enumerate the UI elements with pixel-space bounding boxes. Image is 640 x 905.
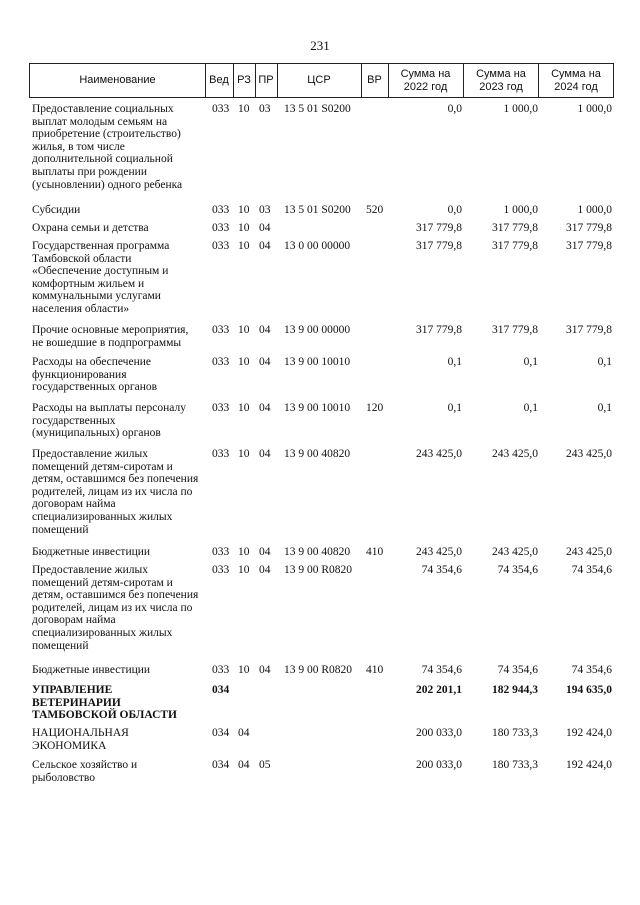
cell-rz: 10 xyxy=(238,240,250,252)
cell-rz: 10 xyxy=(238,222,250,234)
cell-name: УПРАВЛЕНИЕ ВЕТЕРИНАРИИ ТАМБОВСКОЙ ОБЛАСТИ xyxy=(32,684,178,722)
cell-s23: 74 354,6 xyxy=(497,664,538,676)
header-sum-2023: Сумма на 2023 год xyxy=(464,64,539,97)
cell-rz: 10 xyxy=(238,448,250,460)
cell-s23: 317 779,8 xyxy=(492,324,538,336)
cell-s23: 1 000,0 xyxy=(503,204,538,216)
cell-vr: 410 xyxy=(366,546,384,558)
cell-s23: 243 425,0 xyxy=(492,448,538,460)
cell-pr: 04 xyxy=(259,402,271,414)
cell-s24: 317 779,8 xyxy=(566,324,612,336)
cell-s23: 317 779,8 xyxy=(492,240,538,252)
cell-ved: 033 xyxy=(212,204,230,216)
cell-rz: 04 xyxy=(238,759,250,771)
cell-name: Охрана семьи и детства xyxy=(32,222,149,234)
table-header xyxy=(29,63,614,98)
cell-name: Предоставление социальных выплат молодым семьям на приобретение (строительство) жилья, в том числе дополнительной социальной выплаты при рождении (усыновлении) одного ребенка xyxy=(32,103,183,191)
cell-s24: 243 425,0 xyxy=(566,546,612,558)
cell-name: Предоставление жилых помещений детям-сиротам и детям, оставшимся без попечения родителей, лицам из их числа по договорам найма специализированных жилых помещений xyxy=(32,448,199,536)
cell-pr: 04 xyxy=(259,240,271,252)
cell-ved: 033 xyxy=(212,103,230,115)
cell-s23: 180 733,3 xyxy=(492,759,538,771)
cell-vr: 520 xyxy=(366,204,384,216)
cell-rz: 04 xyxy=(238,727,250,739)
cell-csr: 13 0 00 00000 xyxy=(284,240,351,252)
cell-s24: 74 354,6 xyxy=(571,564,612,576)
cell-rz: 10 xyxy=(238,564,250,576)
cell-ved: 033 xyxy=(212,356,230,368)
cell-s22: 0,0 xyxy=(447,204,462,216)
cell-ved: 033 xyxy=(212,402,230,414)
cell-s22: 74 354,6 xyxy=(421,664,462,676)
cell-s23: 182 944,3 xyxy=(492,684,538,696)
cell-s22: 317 779,8 xyxy=(416,240,462,252)
cell-rz: 10 xyxy=(238,356,250,368)
cell-ved: 033 xyxy=(212,564,230,576)
cell-csr: 13 9 00 40820 xyxy=(284,448,351,460)
cell-pr: 04 xyxy=(259,448,271,460)
cell-s24: 192 424,0 xyxy=(566,727,612,739)
cell-csr: 13 9 00 10010 xyxy=(284,356,351,368)
cell-ved: 033 xyxy=(212,324,230,336)
cell-s24: 74 354,6 xyxy=(571,664,612,676)
cell-s24: 0,1 xyxy=(597,356,612,368)
cell-pr: 04 xyxy=(259,356,271,368)
cell-ved: 034 xyxy=(212,759,230,771)
cell-s24: 0,1 xyxy=(597,402,612,414)
cell-name: Субсидии xyxy=(32,204,81,216)
header-rz: РЗ xyxy=(233,64,256,97)
cell-name: Расходы на выплаты персоналу государственных (муниципальных) органов xyxy=(32,402,186,440)
cell-s22: 317 779,8 xyxy=(416,222,462,234)
cell-rz: 10 xyxy=(238,664,250,676)
cell-name: Расходы на обеспечение функционирования государственных органов xyxy=(32,356,158,394)
cell-name: Предоставление жилых помещений детям-сиротам и детям, оставшимся без попечения родителей, лицам из их числа по договорам найма специализированных жилых помещений xyxy=(32,564,199,652)
cell-name: НАЦИОНАЛЬНАЯ ЭКОНОМИКА xyxy=(32,727,129,752)
cell-csr: 13 9 00 00000 xyxy=(284,324,351,336)
header-pr: ПР xyxy=(255,64,278,97)
cell-s22: 317 779,8 xyxy=(416,324,462,336)
cell-pr: 05 xyxy=(259,759,271,771)
cell-ved: 034 xyxy=(212,684,230,696)
cell-s24: 192 424,0 xyxy=(566,759,612,771)
cell-name: Прочие основные мероприятия, не вошедшие в подпрограммы xyxy=(32,324,189,349)
cell-csr: 13 5 01 S0200 xyxy=(284,204,351,216)
cell-pr: 04 xyxy=(259,664,271,676)
header-sum-2024: Сумма на 2024 год xyxy=(551,67,601,93)
cell-csr: 13 9 00 R0820 xyxy=(284,664,353,676)
header-sum-2022: Сумма на 2022 год xyxy=(388,64,464,97)
cell-s24: 243 425,0 xyxy=(566,448,612,460)
cell-s24: 317 779,8 xyxy=(566,222,612,234)
cell-name: Государственная программа Тамбовской области «Обеспечение доступным и комфортным жильем и коммунальными услугами населения области» xyxy=(32,240,170,315)
cell-s22: 0,1 xyxy=(447,402,462,414)
cell-name: Бюджетные инвестиции xyxy=(32,546,151,558)
cell-s24: 317 779,8 xyxy=(566,240,612,252)
cell-csr: 13 5 01 S0200 xyxy=(284,103,351,115)
cell-rz: 10 xyxy=(238,103,250,115)
cell-s23: 317 779,8 xyxy=(492,222,538,234)
cell-csr: 13 9 00 10010 xyxy=(284,402,351,414)
cell-s24: 194 635,0 xyxy=(566,684,612,696)
cell-csr: 13 9 00 40820 xyxy=(284,546,351,558)
cell-s22: 202 201,1 xyxy=(416,684,462,696)
cell-vr: 410 xyxy=(366,664,384,676)
cell-s22: 243 425,0 xyxy=(416,546,462,558)
cell-vr: 120 xyxy=(366,402,384,414)
cell-s23: 74 354,6 xyxy=(497,564,538,576)
cell-rz: 10 xyxy=(238,546,250,558)
cell-name: Сельское хозяйство и рыболовство xyxy=(32,759,138,784)
header-ved: Вед xyxy=(205,64,234,97)
header-vr: ВР xyxy=(361,64,389,97)
cell-s24: 1 000,0 xyxy=(577,103,612,115)
cell-s23: 0,1 xyxy=(523,402,538,414)
cell-ved: 033 xyxy=(212,448,230,460)
cell-ved: 033 xyxy=(212,222,230,234)
cell-s22: 0,1 xyxy=(447,356,462,368)
cell-s22: 243 425,0 xyxy=(416,448,462,460)
cell-rz: 10 xyxy=(238,402,250,414)
cell-s23: 1 000,0 xyxy=(503,103,538,115)
cell-pr: 03 xyxy=(259,204,271,216)
cell-pr: 04 xyxy=(259,546,271,558)
cell-name: Бюджетные инвестиции xyxy=(32,664,151,676)
cell-s22: 74 354,6 xyxy=(421,564,462,576)
header-name: Наименование xyxy=(30,64,206,97)
cell-s22: 0,0 xyxy=(447,103,462,115)
cell-ved: 033 xyxy=(212,664,230,676)
cell-s22: 200 033,0 xyxy=(416,759,462,771)
cell-s24: 1 000,0 xyxy=(577,204,612,216)
cell-s23: 180 733,3 xyxy=(492,727,538,739)
cell-s23: 0,1 xyxy=(523,356,538,368)
cell-ved: 033 xyxy=(212,546,230,558)
cell-pr: 04 xyxy=(259,222,271,234)
cell-pr: 04 xyxy=(259,324,271,336)
cell-ved: 033 xyxy=(212,240,230,252)
cell-pr: 04 xyxy=(259,564,271,576)
cell-s23: 243 425,0 xyxy=(492,546,538,558)
cell-csr: 13 9 00 R0820 xyxy=(284,564,353,576)
header-csr: ЦСР xyxy=(277,64,362,97)
cell-rz: 10 xyxy=(238,324,250,336)
page-number: 231 xyxy=(310,38,330,53)
cell-rz: 10 xyxy=(238,204,250,216)
cell-s22: 200 033,0 xyxy=(416,727,462,739)
cell-ved: 034 xyxy=(212,727,230,739)
cell-pr: 03 xyxy=(259,103,271,115)
